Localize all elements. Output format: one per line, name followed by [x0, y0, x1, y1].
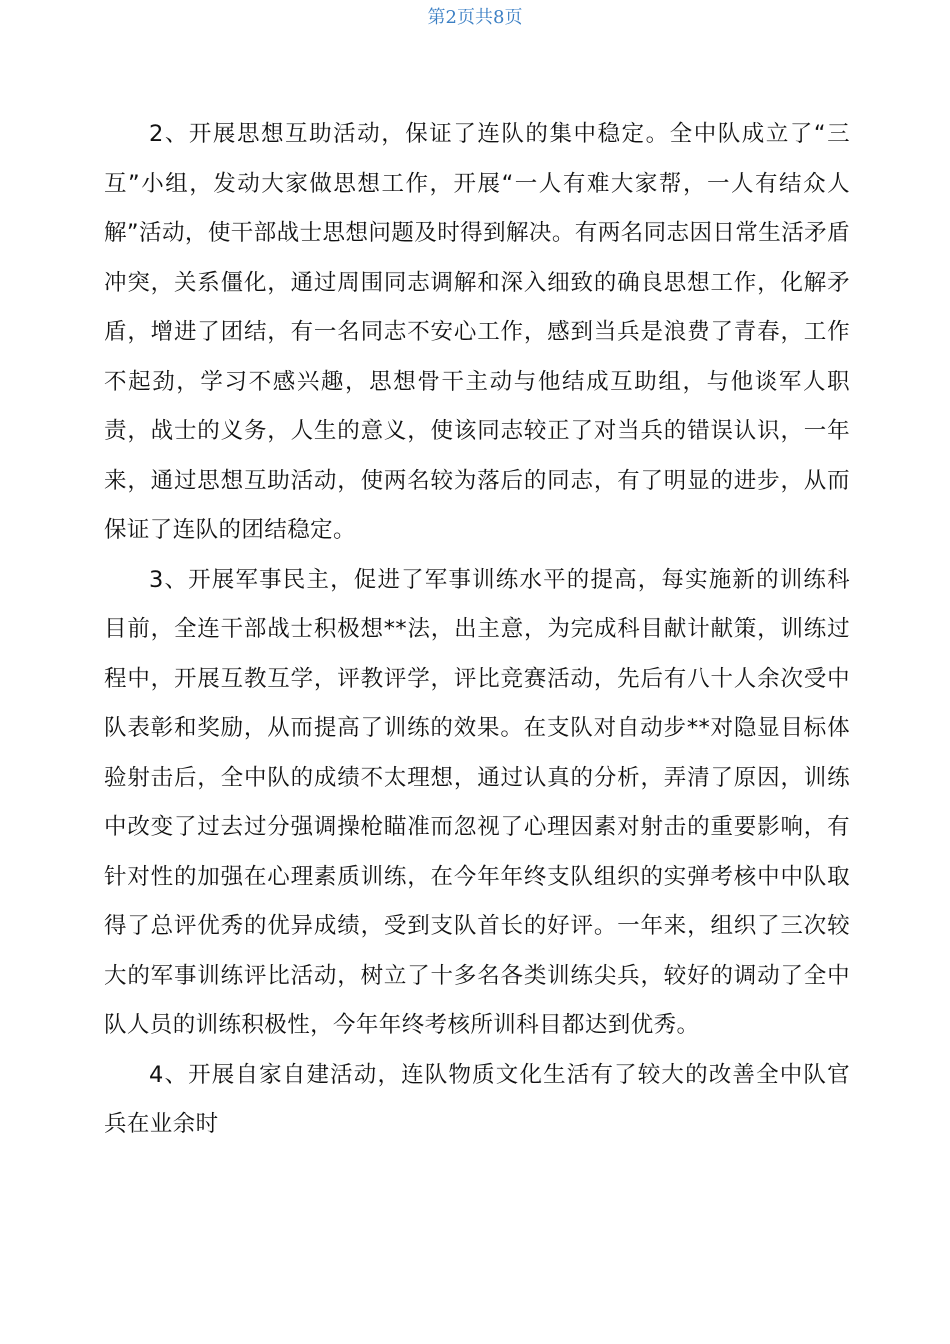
document-body [104, 110, 850, 1150]
paragraph-self-build-activity: 4、开展自家自建活动，连队物质文化生活有了较大的改善全中队官兵在业余时 [104, 1061, 850, 1137]
paragraph-ideological-mutual-aid: 2、开展思想互助活动，保证了连队的集中稳定。全中队成立了“三互”小组，发动大家做思想工作，开展“一人有难大家帮，一人有结众人解”活动，使干部战士思想问题及时得到解决。有两名同志因日常生活矛盾冲突，关系僵化，通过周围同志调解和深入细致的确良思想工作，化解矛盾，增进了团结，有一名同志不安心工作，感到当兵是浪费了青春，工作不起劲，学习不感兴趣，思想骨干主动与他结成互助组，与他谈军人职责，战士的义务，人生的意义，使该同志较正了对当兵的错误认识，一年来，通过思想互助活动，使两名较为落后的同志，有了明显的进步，从而保证了连队的团结稳定。 [104, 121, 850, 543]
page-number-header: 第2页共8页 [427, 7, 523, 28]
paragraph-military-democracy: 3、开展军事民主，促进了军事训练水平的提高，每实施新的训练科目前，全连干部战士积极想**法，出主意，为完成科目献计献策，训练过程中，开展互教互学，评教评学，评比竞赛活动，先后有八十人余次受中队表彰和奖励，从而提高了训练的效果。在支队对自动步**对隐显目标体验射击后，全中队的成绩不太理想，通过认真的分析，弄清了原因，训练中改变了过去过分强调操枪瞄准而忽视了心理因素对射击的重要影响，有针对性的加强在心理素质训练，在今年年终支队组织的实弹考核中中队取得了总评优秀的优异成绩，受到支队首长的好评。一年来，组织了三次较大的军事训练评比活动，树立了十多名各类训练尖兵，较好的调动了全中队人员的训练积极性，今年年终考核所训科目都达到优秀。 [104, 566, 850, 1038]
